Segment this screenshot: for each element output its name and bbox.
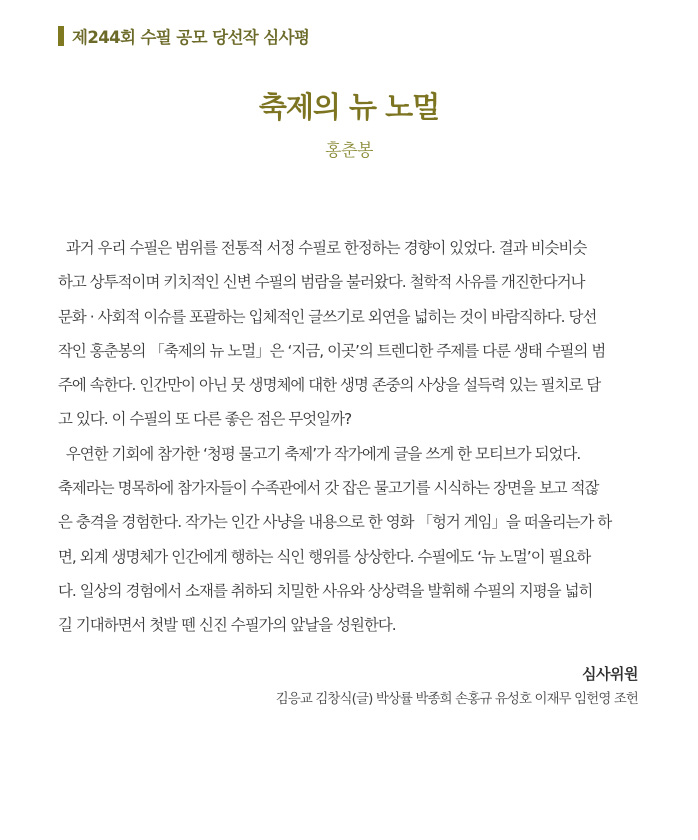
- body-line: 고 있다. 이 수필의 또 다른 좋은 점은 무엇일까?: [58, 410, 352, 429]
- jury-label: 심사위원: [582, 665, 638, 683]
- body-line: 주에 속한다. 인간만이 아닌 뭇 생명체에 대한 생명 존중의 사상을 설득력 있는 필치로 담: [58, 376, 601, 395]
- essay-author: 홍춘봉: [325, 141, 373, 161]
- body-line: 면, 외계 생명체가 인간에게 행하는 식인 행위를 상상한다. 수필에도 ‘뉴 노멀’이 필요하: [58, 547, 591, 566]
- essay-title: 축제의 뉴 노멀: [258, 90, 440, 124]
- body-line: 작인 홍춘봉의 「축제의 뉴 노멀」은 ‘지금, 이곳’의 트렌디한 주제를 다룬 생태 수필의 범: [58, 341, 606, 360]
- body-line: 다. 일상의 경험에서 소재를 취하되 치밀한 사유와 상상력을 발휘해 수필의 지평을 넓히: [58, 581, 593, 600]
- header-accent-bar: [58, 26, 64, 46]
- jury-members: 김응교 김창식(글) 박상률 박종희 손홍규 유성호 이재무 임헌영 조헌: [275, 692, 638, 707]
- review-body: [58, 231, 638, 643]
- body-line: 우연한 기회에 참가한 ‘청평 물고기 축제’가 작가에게 글을 쓰게 한 모티브가 되었다.: [58, 444, 581, 463]
- body-line: 문화 · 사회적 이슈를 포괄하는 입체적인 글쓰기로 외연을 넓히는 것이 바람직하다. 당선: [58, 307, 597, 326]
- body-line: 과거 우리 수필은 범위를 전통적 서정 수필로 한정하는 경향이 있었다. 결과 비슷비슷: [58, 239, 587, 257]
- body-line: 길 기대하면서 첫발 뗀 신진 수필가의 앞날을 성원한다.: [58, 616, 396, 635]
- body-line: 은 충격을 경험한다. 작가는 인간 사냥을 내용으로 한 영화 「헝거 게임」을 떠올리는가 하: [58, 513, 612, 532]
- body-line: 하고 상투적이며 키치적인 신변 수필의 범람을 불러왔다. 철학적 사유를 개진한다거나: [58, 273, 585, 292]
- section-header: [58, 25, 309, 47]
- header-text: 제244회 수필 공모 당선작 심사평: [72, 28, 310, 47]
- body-line: 축제라는 명목하에 참가자들이 수족관에서 갓 잡은 물고기를 시식하는 장면을 보고 적잖: [58, 479, 599, 498]
